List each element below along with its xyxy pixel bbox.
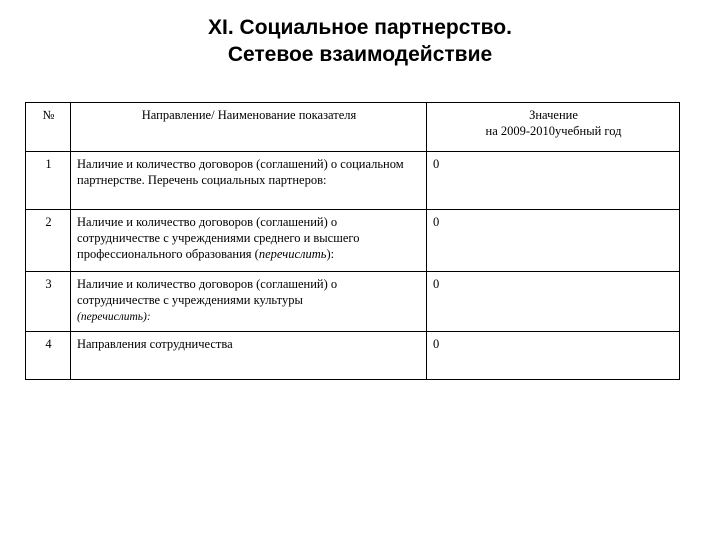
header-value-line2: на 2009-2010учебный год bbox=[485, 124, 622, 138]
header-value bbox=[427, 103, 680, 152]
table-row bbox=[26, 210, 680, 272]
row-name bbox=[71, 332, 427, 380]
row-name-text: Наличие и количество договоров (соглашений) о сотрудничестве с учреждениями среднего и высшего профессионального образования ( bbox=[77, 215, 360, 261]
row-name bbox=[71, 210, 427, 272]
row-name bbox=[71, 152, 427, 210]
table-row bbox=[26, 272, 680, 332]
title-line-2: Сетевое взаимодействие bbox=[227, 43, 493, 66]
row-name-text: Наличие и количество договоров (соглашений) о сотрудничестве с учреждениями культуры bbox=[77, 277, 338, 307]
row-number: 2 bbox=[26, 210, 71, 272]
table-row bbox=[26, 152, 680, 210]
page-title bbox=[0, 14, 720, 68]
partnership-table bbox=[25, 102, 680, 380]
title-line-1: XI. Социальное партнерство. bbox=[208, 16, 512, 39]
row-value: 0 bbox=[427, 210, 680, 272]
header-name: Направление/ Наименование показателя bbox=[71, 103, 427, 152]
row-name-end: ): bbox=[326, 247, 335, 261]
row-number: 3 bbox=[26, 272, 71, 332]
header-value-line1: Значение bbox=[529, 108, 578, 122]
row-value: 0 bbox=[427, 272, 680, 332]
row-number: 1 bbox=[26, 152, 71, 210]
row-value: 0 bbox=[427, 152, 680, 210]
header-number: № bbox=[26, 103, 71, 152]
table-row bbox=[26, 332, 680, 380]
row-value: 0 bbox=[427, 332, 680, 380]
table-header-row bbox=[26, 103, 680, 152]
row-number: 4 bbox=[26, 332, 71, 380]
row-name-text: Наличие и количество договоров (соглашений) о социальном партнерстве. Перечень социальных партнеров: bbox=[77, 157, 404, 187]
row-name bbox=[71, 272, 427, 332]
row-name-text: Направления сотрудничества bbox=[77, 337, 233, 351]
row-name-italic: (перечислить): bbox=[77, 311, 151, 323]
row-name-italic: перечислить bbox=[258, 247, 327, 261]
